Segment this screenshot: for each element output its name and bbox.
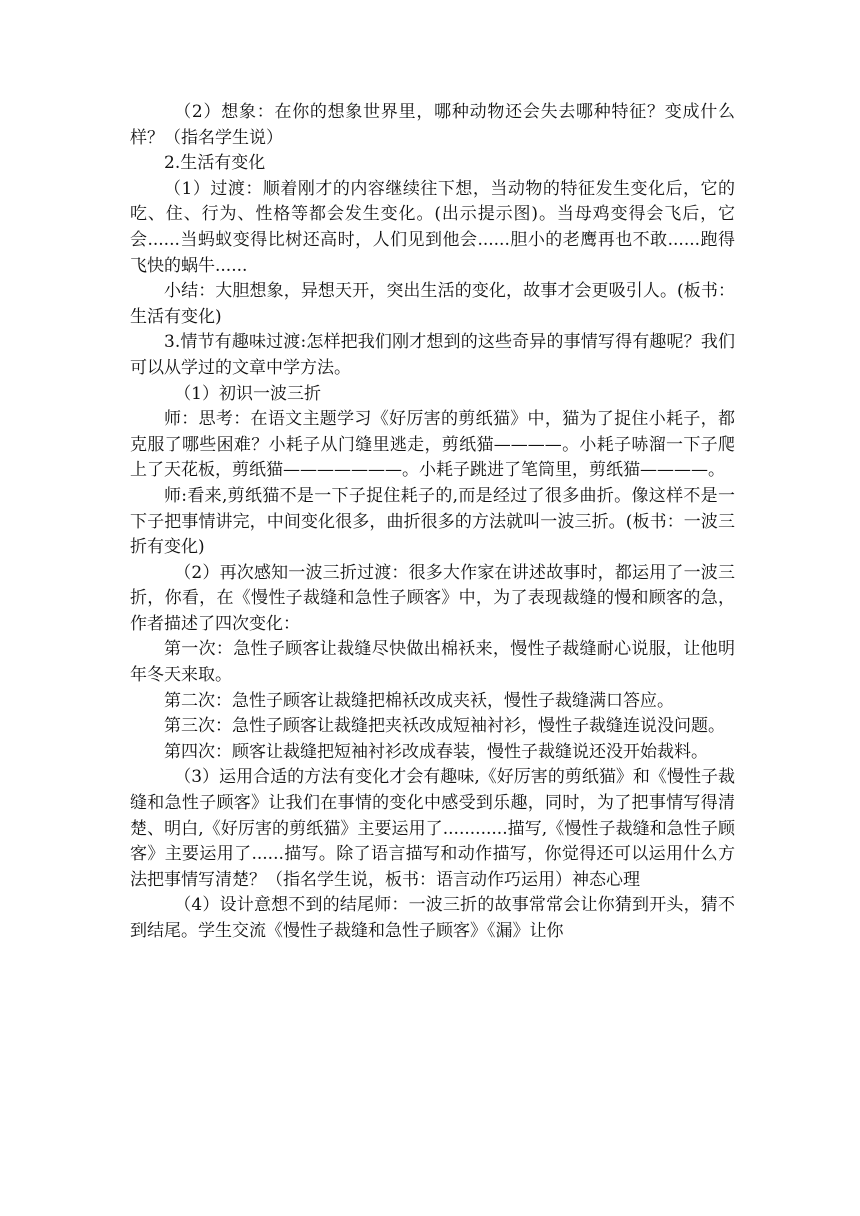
paragraph-plot-interest: 3.情节有趣味过渡:怎样把我们刚才想到的这些奇异的事情写得有趣呢？我们可以从学过的文章中学方法。	[130, 332, 735, 378]
heading-life-changes: 2.生活有变化	[164, 153, 266, 174]
paragraph-method-use: （3）运用合适的方法有变化才会有趣味,《好厉害的剪纸猫》和《慢性子裁缝和急性子顾客》让我们在事情的变化中感受到乐趣，同时，为了把事情写得清楚、明白,《好厉害的剪纸猫》主要运用了............描写,《慢性子裁缝和急性子顾客》主要运用了......描写。除了语言描写和动作描写，你觉得还可以运用什么方法把事情写清楚？（指名学生说，板书：语言动作巧运用）神态心理	[130, 767, 735, 890]
paragraph-imagine-question: （2）想象：在你的想象世界里，哪种动物还会失去哪种特征？变成什么样？（指名学生说）	[130, 102, 735, 148]
paragraph-change-2: 第二次：急性子顾客让裁缝把棉袄改成夹袄，慢性子裁缝满口答应。	[164, 690, 674, 711]
paragraph-teacher-explain: 师:看来,剪纸猫不是一下子捉住耗子的,而是经过了很多曲折。像这样不是一下子把事情讲完，中间变化很多，曲折很多的方法就叫一波三折。(板书：一波三折有变化)	[130, 485, 735, 558]
paragraph-transition-1: （1）过渡：顺着刚才的内容继续往下想，当动物的特征发生变化后，它的吃、住、行为、性格等都会发生变化。(出示提示图)。当母鸡变得会飞后，它会......当蚂蚁变得比树还高时，人们见到他会......胆小的老鹰再也不敢......跑得飞快的蜗牛......	[130, 178, 735, 276]
document-page	[130, 100, 735, 945]
subheading-first-twists: （1）初识一波三折	[174, 383, 322, 404]
paragraph-change-3: 第三次：急性子顾客让裁缝把夹袄改成短袖衬衫，慢性子裁缝连说没问题。	[164, 716, 725, 737]
paragraph-unexpected-ending: （4）设计意想不到的结尾师：一波三折的故事常常会让你猜到开头，猜不到结尾。学生交流《慢性子裁缝和急性子顾客》《漏》让你	[130, 895, 735, 941]
paragraph-change-4: 第四次：顾客让裁缝把短袖衬衫改成春装，慢性子裁缝说还没开始裁料。	[164, 741, 708, 762]
paragraph-teacher-question: 师：思考：在语文主题学习《好厉害的剪纸猫》中，猫为了捉住小耗子，都克服了哪些困难？小耗子从门缝里逃走，剪纸猫————。小耗子哧溜一下子爬上了天花板，剪纸猫———————。小耗子跳进了笔筒里，剪纸猫————。	[130, 409, 735, 481]
paragraph-second-perception: （2）再次感知一波三折过渡：很多大作家在讲述故事时，都运用了一波三折，你看，在《慢性子裁缝和急性子顾客》中，为了表现裁缝的慢和顾客的急，作者描述了四次变化：	[130, 562, 735, 634]
paragraph-change-1: 第一次：急性子顾客让裁缝尽快做出棉袄来，慢性子裁缝耐心说服，让他明年冬天来取。	[130, 639, 735, 686]
paragraph-summary: 小结：大胆想象，异想天开，突出生活的变化，故事才会更吸引人。(板书：生活有变化)	[130, 281, 735, 327]
